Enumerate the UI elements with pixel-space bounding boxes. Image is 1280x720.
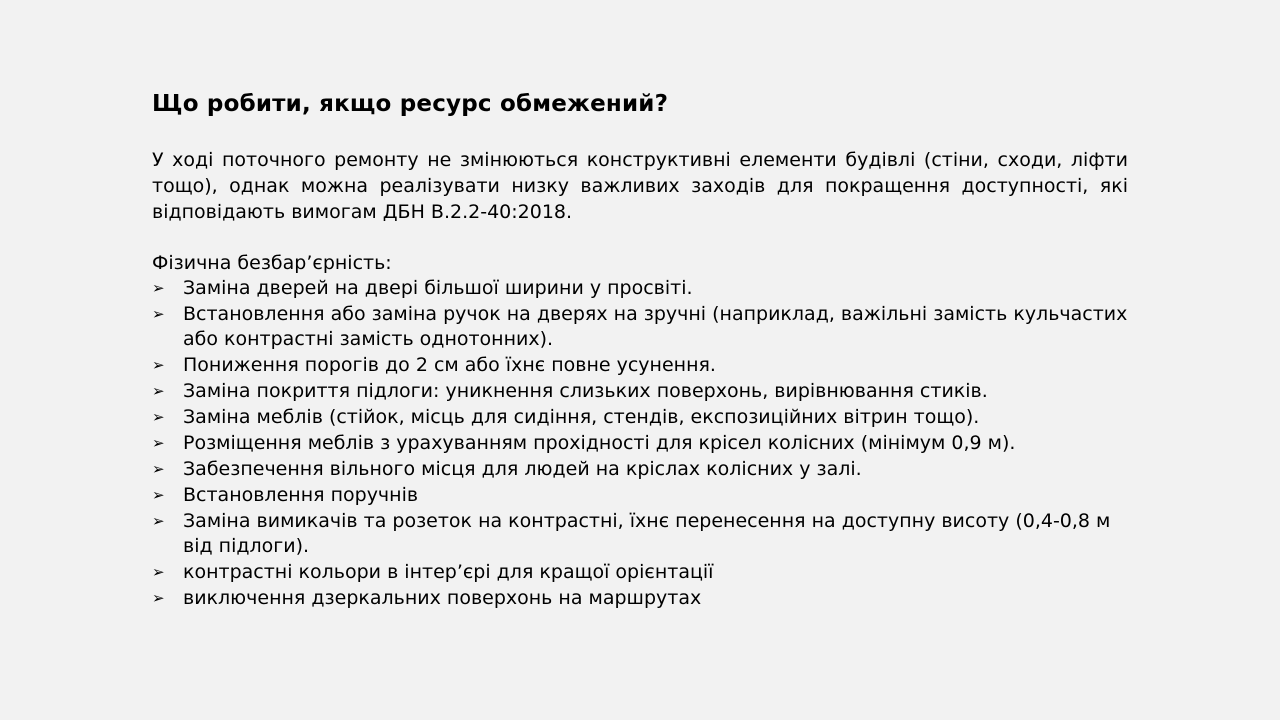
list-item-text: Встановлення або заміна ручок на дверях на зручні (наприклад, важільні замість кульчастих або контрастні замість однотонних). — [183, 303, 1128, 350]
list-item — [152, 586, 1142, 611]
arrowhead-bullet-icon: ➢ — [152, 589, 165, 607]
list-item-text: Заміна дверей на двері більшої ширини у просвіті. — [183, 277, 693, 299]
arrowhead-bullet-icon: ➢ — [152, 512, 165, 530]
arrowhead-bullet-icon: ➢ — [152, 460, 165, 478]
arrowhead-bullet-icon: ➢ — [152, 382, 165, 400]
list-item — [152, 276, 1142, 301]
bullet-list — [152, 276, 1142, 612]
list-item — [152, 353, 1142, 378]
list-item-text: Розміщення меблів з урахуванням прохідності для крісел колісних (мінімум 0,9 м). — [183, 432, 1016, 454]
list-item — [152, 431, 1142, 456]
arrowhead-bullet-icon: ➢ — [152, 563, 165, 581]
list-item — [152, 560, 1142, 585]
arrowhead-bullet-icon: ➢ — [152, 486, 165, 504]
list-item-text: контрастні кольори в інтер’єрі для кращої орієнтації — [183, 561, 714, 583]
arrowhead-bullet-icon: ➢ — [152, 279, 165, 297]
list-item-text: виключення дзеркальних поверхонь на маршрутах — [183, 587, 702, 609]
intro-paragraph: У ході поточного ремонту не змінюються конструктивні елементи будівлі (стіни, сходи, ліфти тощо), однак можна реалізувати низку важливих заходів для покращення доступності, які відповідають вимогам ДБН В.2.2-40:2018. — [152, 149, 1128, 223]
list-item-text: Забезпечення вільного місця для людей на кріслах колісних у залі. — [183, 458, 862, 480]
arrowhead-bullet-icon: ➢ — [152, 434, 165, 452]
list-item — [152, 457, 1142, 482]
list-item-text: Пониження порогів до 2 см або їхнє повне усунення. — [183, 354, 716, 376]
list-item — [152, 405, 1142, 430]
arrowhead-bullet-icon: ➢ — [152, 356, 165, 374]
list-item — [152, 379, 1142, 404]
arrowhead-bullet-icon: ➢ — [152, 408, 165, 426]
list-item — [152, 483, 1142, 508]
list-item — [152, 302, 1142, 352]
slide-title: Що робити, якщо ресурс обмежений? — [152, 91, 669, 117]
list-item-text: Заміна вимикачів та розеток на контрастні, їхнє перенесення на доступну висоту (0,4-0,8 м від підлоги). — [183, 510, 1111, 557]
list-item — [152, 509, 1142, 559]
arrowhead-bullet-icon: ➢ — [152, 305, 165, 323]
list-item-text: Заміна покриття підлоги: уникнення слизьких поверхонь, вирівнювання стиків. — [183, 380, 988, 402]
section-heading: Фізична безбар’єрність: — [152, 252, 392, 274]
list-item-text: Встановлення поручнів — [183, 484, 419, 506]
list-item-text: Заміна меблів (стійок, місць для сидіння, стендів, експозиційних вітрин тощо). — [183, 406, 980, 428]
